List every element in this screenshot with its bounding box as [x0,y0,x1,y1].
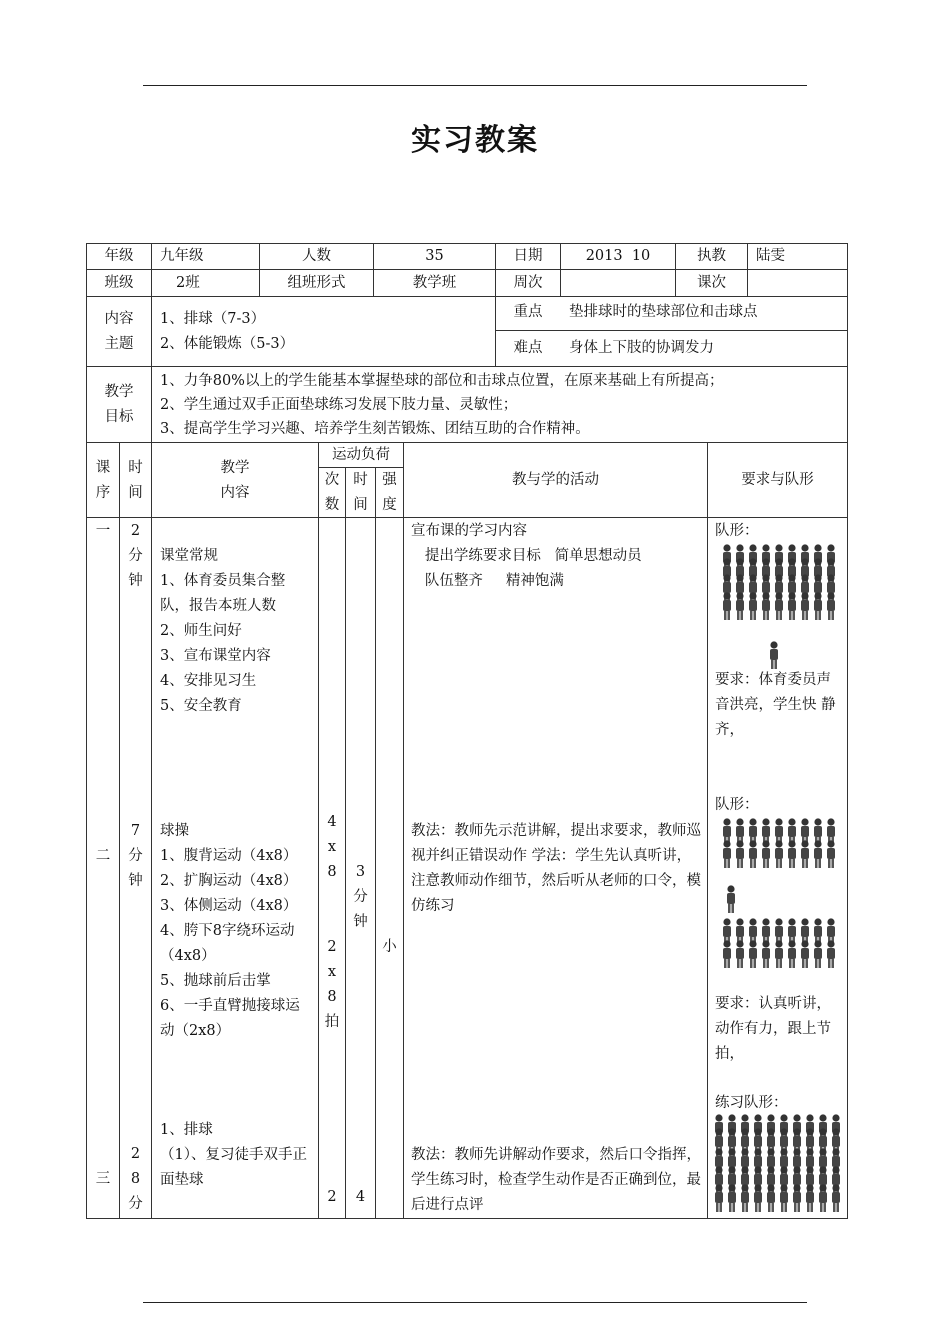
date-value: 2013 10 [585,248,651,264]
section-activity: 宣布课的学习内容 提出学练要求目标 简单思想动员 队伍整齐 精神饱满 [411,523,642,589]
teacher-value: 陆雯 [756,248,785,264]
class-value: 2班 [176,275,200,291]
col-count: 次 数 [324,472,340,513]
key-point-label: 重点 [513,304,543,320]
format-label: 组班形式 [287,275,346,291]
section-content: 球操 1、腹背运动（4x8） 2、扩胸运动（4x8） 3、体侧运动（4x8） 4、胯下8字绕环运动（4x8） 5、抛球前后击掌 6、一手直臂抛接球运动（2x8） [160,823,300,1039]
col-duration: 时 间 [353,472,368,513]
goal-item: 2、学生通过双手正面垫球练习发展下肢力量、灵敏性； [160,397,518,413]
top-rule [143,85,807,86]
section-order: 一 [95,523,111,539]
formation-figure-group [722,544,842,624]
goals-label: 教学 目标 [104,384,134,425]
col-requirements: 要求与队形 [741,472,814,488]
section-requirement: 要求：认真听讲，动作有力，跟上节拍， [715,996,831,1062]
section-order: 二 [95,848,111,864]
section-intensity: 小 [382,939,397,955]
col-intensity: 强 度 [382,472,397,513]
people-label: 人数 [302,248,331,264]
formation-label: 队形： [715,523,759,539]
goal-item: 3、提高学生学习兴趣、培养学生刻苦锻炼、团结互助的合作精神。 [160,421,590,437]
difficulty-label: 难点 [513,340,543,356]
class-label: 班级 [104,275,134,291]
section-count: 2 [327,1189,337,1205]
difficulty-value: 身体上下肢的协调发力 [569,340,714,356]
topic-label: 内容 主题 [104,311,134,352]
col-time: 时 间 [128,460,143,501]
section-time: 2 分 钟 [128,523,143,589]
page-title: 实习教案 [411,123,539,158]
people-value: 35 [425,248,444,264]
date-label: 日期 [513,248,543,264]
section-requirement: 要求：体育委员声音洪亮，学生快 静 齐， [715,672,836,738]
section-duration: 4 [355,1189,366,1205]
section-duration: 3 分 钟 [353,864,368,930]
goal-item: 1、力争80%以上的学生能基本掌握垫球的部位和击球点位置，在原来基础上有所提高； [160,373,724,389]
formation-figure-group [722,818,842,973]
section-activity: 教法：教师先讲解动作要求，然后口令指挥，学生练习时，检查学生动作是否正确到位，最后进行点评 [411,1147,701,1213]
section-order: 三 [95,1171,111,1187]
section-content: 课堂常规 1、体育委员集合整队，报告本班人数 2、师生问好 3、宣布课堂内容 4、安排见习生 5、安全教育 [160,548,286,714]
topic-item: 2、体能锻炼（5-3） [160,336,295,352]
practice-formation-figure-group [714,1114,844,1218]
grade-value: 九年级 [160,248,204,264]
lesson-label: 课次 [697,275,726,291]
teacher-label: 执教 [697,248,726,264]
col-activity: 教与学的活动 [512,472,599,488]
formation-label: 练习队形： [715,1095,788,1111]
format-value: 教学班 [412,275,457,291]
section-time: 7 分 钟 [128,823,143,889]
formation-label: 队形： [715,797,759,813]
grade-label: 年级 [104,248,134,264]
teacher-figure [767,641,781,671]
topic-item: 1、排球（7-3） [160,311,266,327]
col-load: 运动负荷 [332,447,390,463]
section-content: 1、排球 （1）、复习徒手双手正面垫球 [160,1122,307,1188]
section-activity: 教法：教师先示范讲解，提出求要求，教师巡视并纠正错误动作 学法：学生先认真听讲，注意教师动作细节，然后听从老师的口令，模仿练习 [411,823,701,914]
col-order: 课 序 [95,460,111,501]
key-point-value: 垫排球时的垫球部位和击球点 [569,304,758,320]
section-count: 4 x 8 2 x 8 拍 [324,814,340,1030]
col-content: 教学 内容 [220,460,250,501]
week-label: 周次 [513,275,543,291]
section-time: 2 8 分 [128,1146,143,1212]
bottom-rule [143,1302,807,1303]
